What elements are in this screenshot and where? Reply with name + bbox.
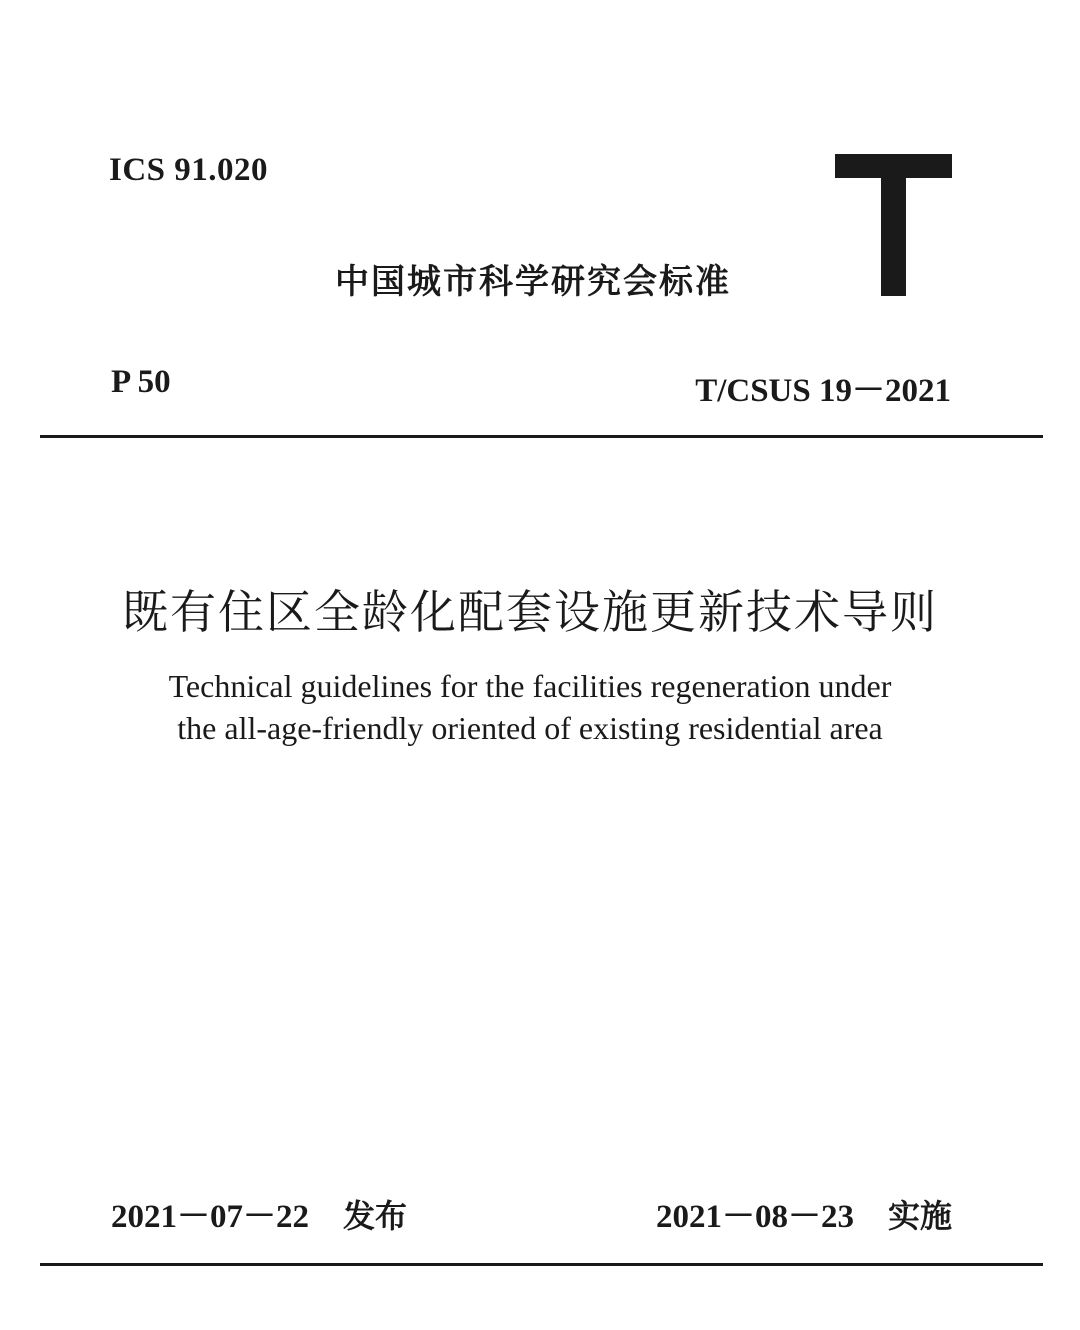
top-divider — [40, 435, 1043, 438]
standard-number: T/CSUS 19－2021 — [695, 373, 951, 409]
organization-name: 中国城市科学研究会标准 — [335, 262, 731, 302]
title-english-line-1: Technical guidelines for the facilities regeneration under — [168, 668, 892, 704]
title-english-line-2: the all-age-friendly oriented of existing residential area — [177, 710, 883, 746]
title-chinese: 既有住区全龄化配套设施更新技术导则 — [122, 587, 938, 638]
bottom-divider — [40, 1263, 1043, 1266]
category-letter-stem — [881, 154, 906, 296]
ics-code: ICS 91.020 — [109, 152, 269, 188]
issue-date-block — [111, 1190, 407, 1237]
issue-date: 2021－07－22 — [111, 1199, 309, 1235]
category-letter-mark — [835, 154, 952, 296]
implement-label: 实施 — [887, 1197, 952, 1235]
classification-code: P 50 — [111, 364, 171, 400]
implement-date-block — [656, 1190, 952, 1237]
issue-label: 发布 — [343, 1197, 408, 1235]
implement-date: 2021－08－23 — [655, 1199, 854, 1235]
